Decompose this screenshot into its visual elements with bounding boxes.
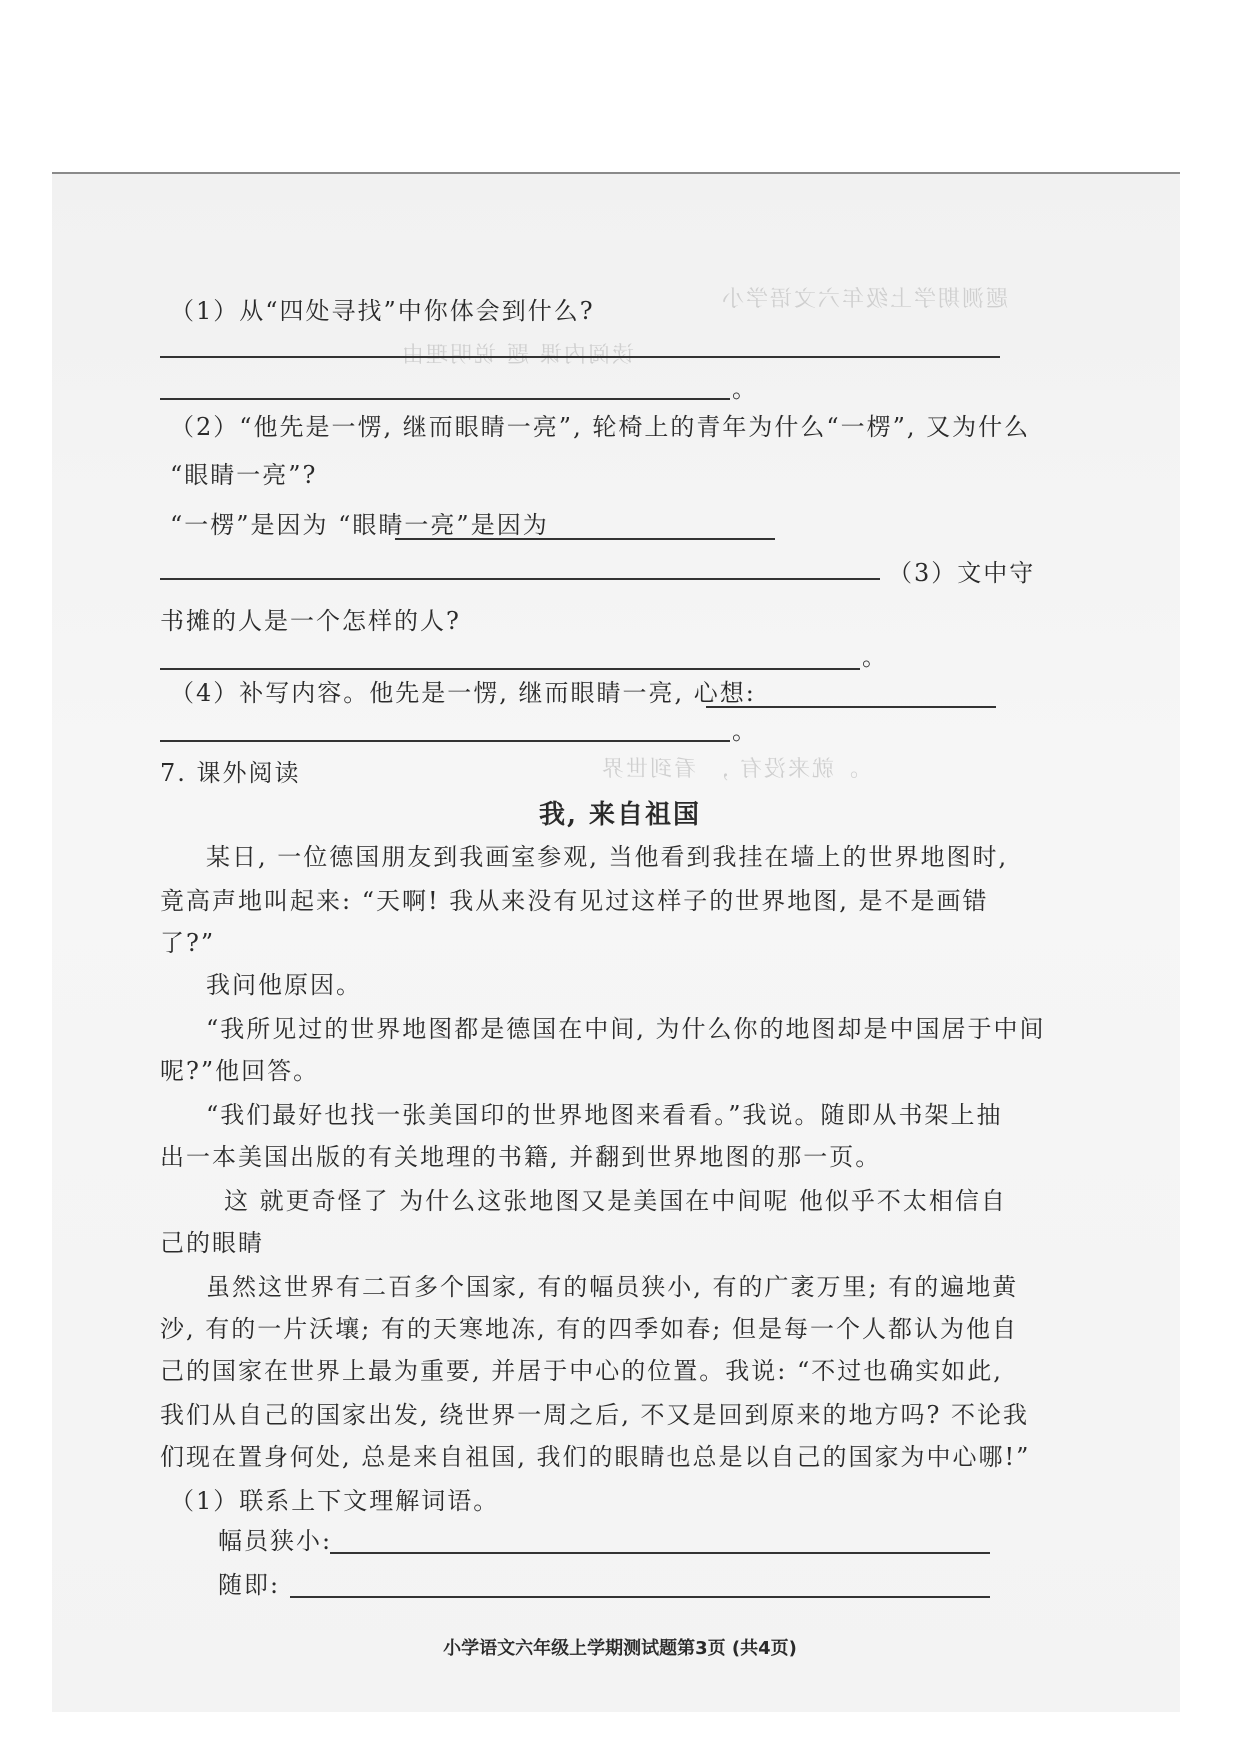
paragraph-line: “我们最好也找一张美国印的世界地图来看看。”我说。随即从书架上抽	[206, 1101, 1003, 1129]
paragraph-line: 我们从自己的国家出发, 绕世界一周之后, 不又是回到原来的地方吗? 不论我	[160, 1401, 1030, 1429]
period-mark: 。	[732, 717, 758, 745]
paragraph-line: 了?”	[160, 929, 216, 957]
answer-line[interactable]	[160, 356, 1000, 358]
paragraph-line: 己的国家在世界上最为重要, 并居于中心的位置。我说: “不过也确实如此,	[160, 1357, 1003, 1385]
bleed-through-text: 题测期学上级年六文语学小	[720, 287, 1009, 312]
question-4: （4）补写内容。他先是一愣, 继而眼睛一亮, 心想:	[170, 679, 756, 707]
question-1: （1）从“四处寻找”中你体会到什么?	[170, 297, 595, 325]
period-mark: 。	[732, 375, 758, 403]
question-2-cont: “眼睛一亮”?	[170, 461, 318, 489]
paragraph-line: 们现在置身何处, 总是来自祖国, 我们的眼睛也总是以自己的国家为中心哪!”	[160, 1443, 1031, 1471]
answer-line[interactable]	[706, 706, 996, 708]
paragraph-line: 己的眼睛	[160, 1229, 264, 1257]
answer-line[interactable]	[160, 578, 880, 580]
reading-title: 我, 来自祖国	[538, 800, 702, 830]
section-7-label: 7. 课外阅读	[160, 759, 301, 787]
paragraph-line: 某日, 一位德国朋友到我画室参观, 当他看到我挂在墙上的世界地图时,	[206, 843, 1009, 871]
paragraph-line: 这 就更奇怪了 为什么这张地图又是美国在中间呢 他似乎不太相信自	[224, 1187, 1007, 1215]
sub-question-1: （1）联系上下文理解词语。	[170, 1487, 500, 1515]
paragraph-line: 出一本美国出版的有关地理的书籍, 并翻到世界地图的那一页。	[160, 1143, 882, 1171]
paragraph-line: 我问他原因。	[206, 971, 362, 999]
top-rule	[52, 172, 1180, 174]
paragraph-line: 沙, 有的一片沃壤; 有的天寒地冻, 有的四季如春; 但是每一个人都认为他自	[160, 1315, 1018, 1343]
scanned-page	[52, 172, 1180, 1712]
answer-line[interactable]	[160, 398, 730, 400]
bleed-through-text: 。就来没有 ， 看到世界	[600, 757, 858, 782]
answer-line[interactable]	[290, 1596, 990, 1598]
question-3: （3）文中守	[888, 559, 1036, 587]
paragraph-line: “我所见过的世界地图都是德国在中间, 为什么你的地图却是中国居于中间	[206, 1015, 1046, 1043]
word-label-suiji: 随即:	[218, 1571, 281, 1599]
page-footer: 小学语文六年级上学期测试题第3页 (共4页)	[443, 1638, 797, 1659]
period-mark: 。	[862, 643, 888, 671]
paragraph-line: 呢?”他回答。	[160, 1057, 320, 1085]
paragraph-line: 竟高声地叫起来: “天啊! 我从来没有见过这样子的世界地图, 是不是画错	[160, 887, 989, 915]
answer-line[interactable]	[330, 1552, 990, 1554]
bleed-through-text: 读阅内课 题 说明理由	[400, 343, 634, 368]
question-3-cont: 书摊的人是一个怎样的人?	[160, 607, 461, 635]
question-2-answer-prompt: “一楞”是因为 “眼睛一亮”是因为	[170, 511, 549, 539]
word-label-fuyuan: 幅员狭小:	[218, 1527, 333, 1555]
answer-line[interactable]	[160, 668, 860, 670]
answer-line[interactable]	[395, 538, 775, 540]
paragraph-line: 虽然这世界有二百多个国家, 有的幅员狭小, 有的广袤万里; 有的遍地黄	[206, 1273, 1019, 1301]
answer-line[interactable]	[160, 740, 730, 742]
question-2: （2）“他先是一愣, 继而眼睛一亮”, 轮椅上的青年为什么“一楞”, 又为什么	[170, 413, 1031, 441]
